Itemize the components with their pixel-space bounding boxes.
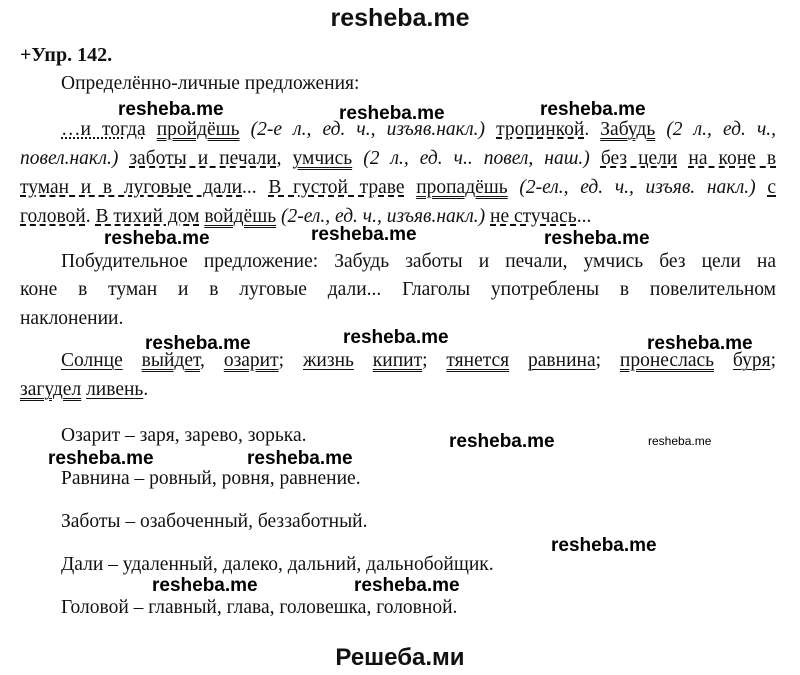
subject-word: ливень: [86, 379, 144, 400]
grammar-note: (2-ел., ед. ч., изъяв.накл.): [280, 206, 486, 227]
punctuation: .: [85, 206, 91, 227]
punctuation: .: [143, 379, 149, 400]
punctuation: ...: [576, 206, 592, 227]
predicate-word: войдёшь: [204, 206, 277, 227]
watermark: resheba.me: [544, 228, 650, 249]
text-segment: …и тогда: [61, 119, 146, 140]
predicate-word: пройдёшь: [156, 119, 240, 140]
grammar-note: повел.накл.): [20, 148, 119, 169]
subject-word: Солнце: [61, 350, 123, 371]
watermark: resheba.me: [118, 99, 224, 120]
intro-line: Определённо-личные предложения:: [61, 73, 360, 94]
watermark-small: resheba.me: [648, 434, 712, 448]
adverbial-phrase: не стучась: [490, 206, 577, 227]
punctuation: ;: [770, 350, 776, 371]
paragraph-1-line-2: [20, 148, 776, 170]
subject-word: равнина: [528, 350, 596, 371]
watermark: resheba.me: [343, 327, 449, 348]
watermark: resheba.me: [354, 575, 460, 596]
predicate-word: пронеслась: [619, 350, 715, 371]
predicate-word: Забудь: [600, 119, 656, 140]
watermark: resheba.me: [540, 99, 646, 120]
watermark: resheba.me: [647, 333, 753, 354]
adverbial-word: тропинкой: [496, 119, 585, 140]
watermark: resheba.me: [449, 431, 555, 452]
punctuation: ,: [276, 148, 282, 169]
paragraph-2-line-2: коне в туман и в луговые дали... Глаголы употреблены в повелительном: [20, 279, 776, 300]
grammar-note: (2-ел., ед. ч., изъяв. накл.): [519, 177, 756, 198]
subject-word: жизнь: [302, 350, 354, 371]
word-family-line: Головой – главный, глава, головешка, головной.: [61, 597, 458, 618]
adverbial-phrase: В густой траве: [268, 177, 405, 198]
paragraph-2-line-3: наклонении.: [20, 308, 124, 329]
adverbial-word: головой: [20, 206, 86, 227]
watermark: resheba.me: [48, 448, 154, 469]
predicate-word: выйдет: [141, 350, 201, 371]
word-family-line: Озарит – заря, зарево, зорька.: [61, 425, 307, 446]
punctuation: ;: [422, 350, 428, 371]
paragraph-1-line-4: [20, 206, 591, 228]
watermark: resheba.me: [145, 333, 251, 354]
paragraph-1-line-3: [20, 177, 776, 199]
punctuation: ;: [595, 350, 602, 371]
paragraph-2-line-1: Побудительное предложение: Забудь заботы и печали, умчись без цели на: [61, 251, 776, 272]
word-family-line: Дали – удаленный, далеко, дальний, дальнобойщик.: [61, 554, 494, 575]
punctuation: ...: [242, 177, 257, 198]
word-family-line: Равнина – ровный, ровня, равнение.: [61, 468, 361, 489]
grammar-note: (2-е л., ед. ч., изъяв.накл.): [250, 119, 485, 140]
punctuation: .: [584, 119, 590, 140]
adverbial-phrase: туман и в луговые дали: [20, 177, 243, 198]
watermark: resheba.me: [551, 535, 657, 556]
site-header: resheba.me: [330, 4, 470, 32]
paragraph-3-line-2: [20, 379, 148, 401]
subject-word: буря: [732, 350, 771, 371]
predicate-word: загудел: [20, 379, 82, 400]
adverbial-word: с: [767, 177, 777, 198]
predicate-word: кипит: [372, 350, 423, 371]
punctuation: ;: [278, 350, 285, 371]
watermark: resheba.me: [152, 575, 258, 596]
exercise-title: +Упр. 142.: [20, 44, 113, 66]
watermark: resheba.me: [311, 224, 417, 245]
watermark: resheba.me: [339, 103, 445, 124]
predicate-word: тянется: [446, 350, 510, 371]
adverbial-phrase: В тихий дом: [95, 206, 200, 227]
watermark: resheba.me: [104, 228, 210, 249]
predicate-word: умчись: [292, 148, 353, 169]
adverbial-phrase: без цели: [600, 148, 678, 169]
watermark: resheba.me: [247, 448, 353, 469]
adverbial-phrase: на коне в: [688, 148, 777, 169]
site-footer: Решеба.ми: [335, 644, 465, 671]
grammar-note: (2 л., ед. ч.. повел, наш.): [363, 148, 590, 169]
grammar-note: (2 л., ед. ч.,: [666, 119, 776, 140]
predicate-word: озарит: [223, 350, 279, 371]
predicate-word: пропадёшь: [416, 177, 508, 198]
word-family-line: Заботы – озабоченный, беззаботный.: [61, 511, 368, 532]
punctuation: ,: [200, 350, 205, 371]
object-phrase: заботы и печали: [129, 148, 277, 169]
